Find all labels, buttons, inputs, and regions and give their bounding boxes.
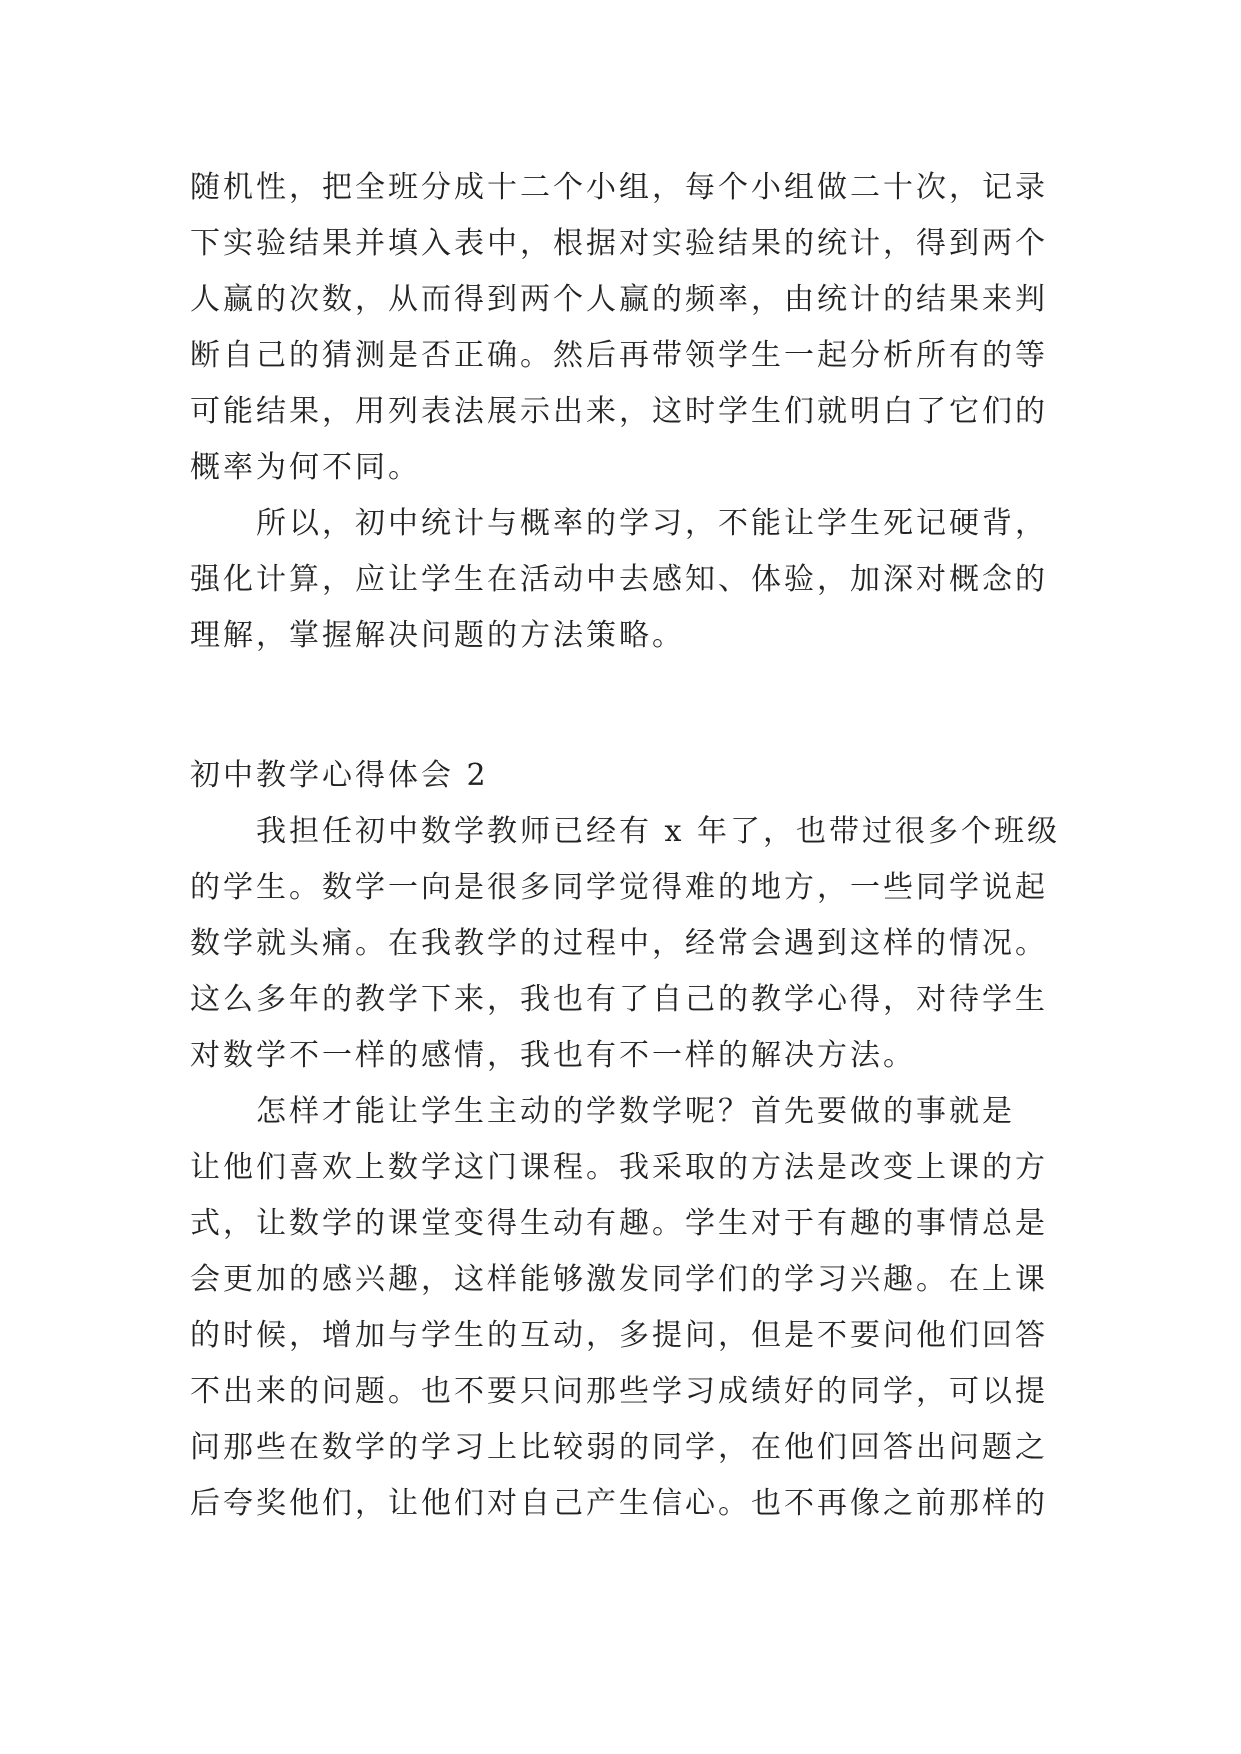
text-line: 会更加的感兴趣，这样能够激发同学们的学习兴趣。在上课 bbox=[190, 1262, 1048, 1297]
text-line: 后夸奖他们，让他们对自己产生信心。也不再像之前那样的 bbox=[190, 1486, 1048, 1521]
text-line: 断自己的猜测是否正确。然后再带领学生一起分析所有的等 bbox=[190, 338, 1048, 373]
text-line: 这么多年的教学下来，我也有了自己的教学心得，对待学生 bbox=[190, 982, 1048, 1017]
text-line: 可能结果，用列表法展示出来，这时学生们就明白了它们的 bbox=[190, 394, 1048, 429]
text-line: 对数学不一样的感情，我也有不一样的解决方法。 bbox=[190, 1038, 916, 1073]
text-line: 式，让数学的课堂变得生动有趣。学生对于有趣的事情总是 bbox=[190, 1206, 1048, 1241]
text-line: 怎样才能让学生主动的学数学呢？首先要做的事就是 bbox=[190, 1094, 1015, 1129]
text-line: 强化计算，应让学生在活动中去感知、体验，加深对概念的 bbox=[190, 562, 1048, 597]
section-paragraphs-1 bbox=[190, 160, 1070, 664]
text-line: 的学生。数学一向是很多同学觉得难的地方，一些同学说起 bbox=[190, 870, 1048, 905]
text-line: 概率为何不同。 bbox=[190, 450, 421, 485]
text-line: 随机性，把全班分成十二个小组，每个小组做二十次，记录 bbox=[190, 170, 1048, 205]
section-paragraphs-2 bbox=[190, 804, 1070, 1532]
text-line: 数学就头痛。在我教学的过程中，经常会遇到这样的情况。 bbox=[190, 926, 1048, 961]
paragraph-gap bbox=[190, 664, 1070, 748]
text-line: 问那些在数学的学习上比较弱的同学，在他们回答出问题之 bbox=[190, 1430, 1048, 1465]
text-line: 所以，初中统计与概率的学习，不能让学生死记硬背， bbox=[190, 506, 1048, 541]
text-line: 人赢的次数，从而得到两个人赢的频率，由统计的结果来判 bbox=[190, 282, 1048, 317]
text-line: 让他们喜欢上数学这门课程。我采取的方法是改变上课的方 bbox=[190, 1150, 1048, 1185]
text-line: 我担任初中数学教师已经有 x 年了，也带过很多个班级 bbox=[190, 814, 1060, 849]
document-body bbox=[190, 160, 1070, 1532]
text-line: 不出来的问题。也不要只问那些学习成绩好的同学，可以提 bbox=[190, 1374, 1048, 1409]
text-line: 的时候，增加与学生的互动，多提问，但是不要问他们回答 bbox=[190, 1318, 1048, 1353]
section-heading: 初中教学心得体会 2 bbox=[190, 758, 489, 793]
text-line: 理解，掌握解决问题的方法策略。 bbox=[190, 618, 685, 653]
text-line: 下实验结果并填入表中，根据对实验结果的统计，得到两个 bbox=[190, 226, 1048, 261]
